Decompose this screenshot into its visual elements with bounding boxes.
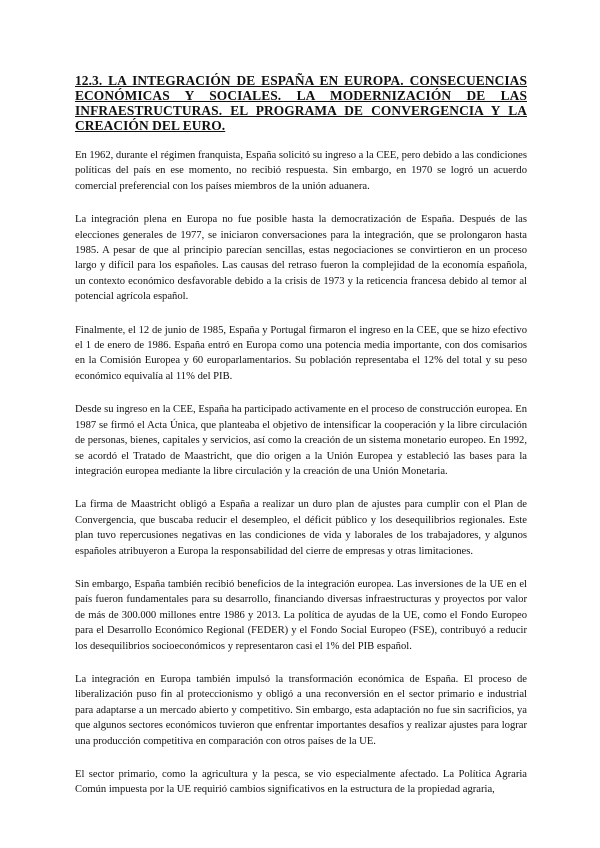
paragraph-6: Sin embargo, España también recibió beneficios de la integración europea. Las inversiones de la UE en el país fueron fundamentales para su desarrollo, financiando diversas infraestructuras y proyectos por valor de más de 300.000 millones entre 1986 y 2013. La política de ayudas de la UE, como el Fondo Europeo para el Desarrollo Económico Regional (FEDER) y el Fondo Social Europeo (FSE), contribuyó a reducir los desequilibrios socioeconómicos y representaron casi el 1% del PIB español. — [75, 578, 527, 652]
paragraph-4: Desde su ingreso en la CEE, España ha participado activamente en el proceso de construcción europea. En 1987 se firmó el Acta Única, que planteaba el objetivo de intensificar la cooperación y la libre circulación de personas, bienes, capitales y servicios, así como la creación de un sistema monetario europeo. En 1992, se acordó el Tratado de Maastricht, que dio origen a la Unión Europea y estableció las bases para la integración europea mediante la libre circulación y la creación de una Unión Monetaria. — [75, 404, 527, 477]
paragraph-7: La integración en Europa también impulsó la transformación económica de España. El proceso de liberalización puso fin al proteccionismo y obligó a una reconversión en el sector primario e industrial para adaptarse a un mercado abierto y competitivo. Sin embargo, esta adaptación no fue sin sacrificios, ya que algunos sectores económicos tuvieron que enfrentar importantes desafíos y realizar ajustes para lograr una producción competitiva en comparación con otros países de la UE. — [75, 673, 527, 747]
paragraph-1: En 1962, durante el régimen franquista, España solicitó su ingreso a la CEE, pero debido a las condiciones políticas del país en ese momento, no recibió respuesta. Sin embargo, en 1970 se logró un acuerdo comercial preferencial con los países miembros de la unión aduanera. — [75, 150, 527, 192]
document-body — [75, 73, 527, 798]
paragraph-8: El sector primario, como la agricultura y la pesca, se vio especialmente afectado. La Política Agraria Común impuesta por la UE requirió cambios significativos en la estructura de la propiedad agraria, — [75, 769, 527, 796]
paragraph-2: La integración plena en Europa no fue posible hasta la democratización de España. Después de las elecciones generales de 1977, se iniciaron conversaciones para la integración, que se prolongaron hasta 1985. A pesar de que al principio parecían sencillas, estas negociaciones se convirtieron en un proceso largo y difícil para los españoles. Las causas del retraso fueron la complejidad de la economía española, un contexto económico desfavorable debido a la crisis de 1973 y la reticencia francesa debido al temor al potencial agrícola español. — [75, 214, 527, 303]
section-title: 12.3. LA INTEGRACIÓN DE ESPAÑA EN EUROPA. CONSECUENCIAS ECONÓMICAS Y SOCIALES. LA MODERNIZACIÓN DE LAS INFRAESTRUCTURAS. EL PROGRAMA DE CONVERGENCIA Y LA CREACIÓN DEL EURO. — [75, 73, 527, 133]
paragraph-3: Finalmente, el 12 de junio de 1985, España y Portugal firmaron el ingreso en la CEE, que se hizo efectivo el 1 de enero de 1986. España entró en Europa como una potencia media importante, con dos comisarios en la Comisión Europea y 60 europarlamentarios. Su población representaba el 12% del total y su peso económico equivalía al 11% del PIB. — [75, 324, 527, 382]
paragraph-5: La firma de Maastricht obligó a España a realizar un duro plan de ajustes para cumplir con el Plan de Convergencia, que buscaba reducir el desempleo, el déficit público y los desequilibrios regionales. Este plan tuvo repercusiones negativas en las condiciones de vida y laborales de los trabajadores, y algunos españoles atribuyeron a Europa la responsabilidad del cierre de empresas y otras limitaciones. — [75, 499, 527, 557]
